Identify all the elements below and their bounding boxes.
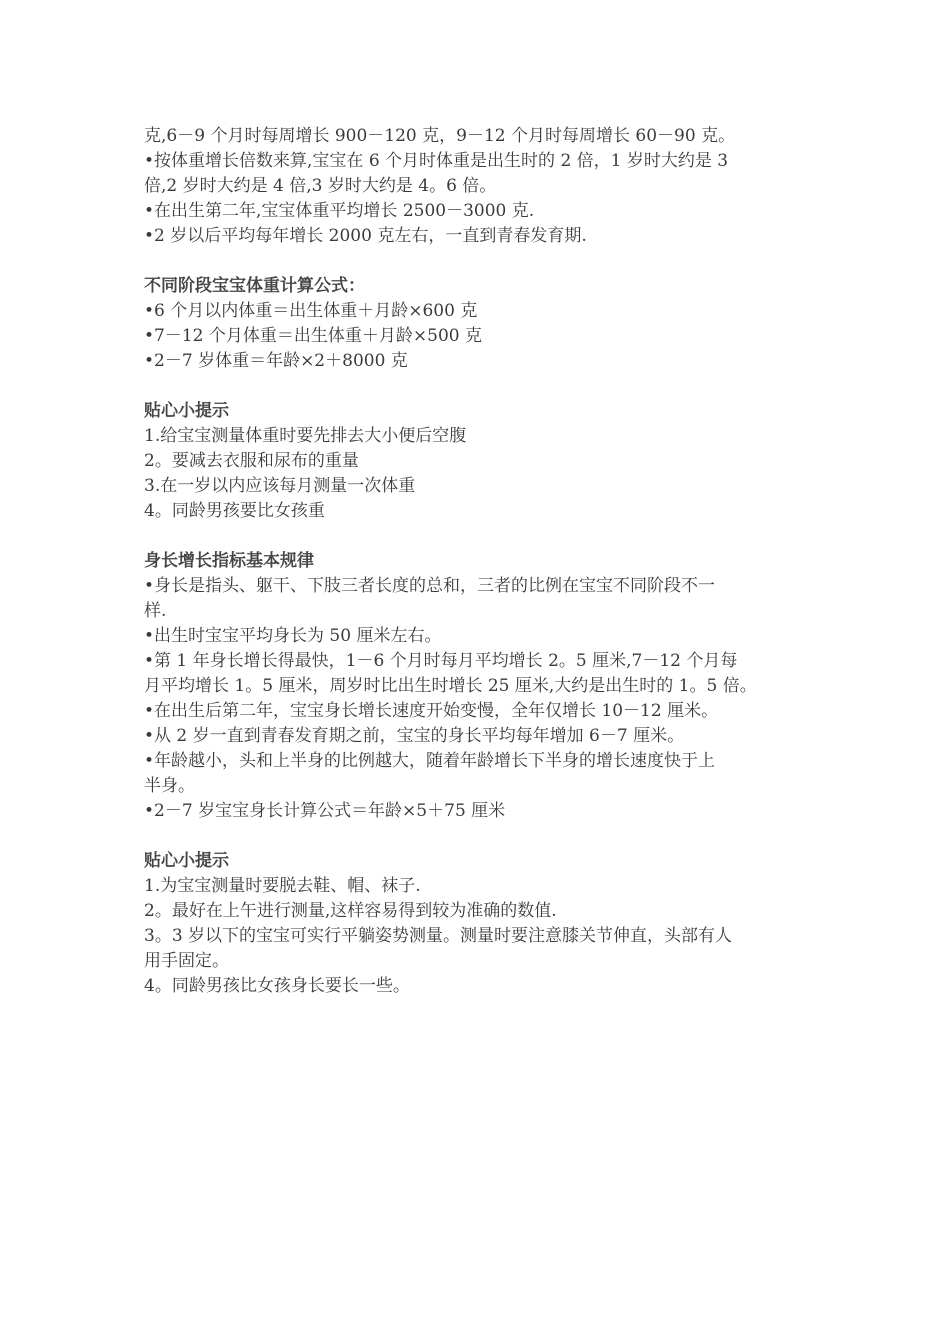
section-heading: 贴心小提示: [144, 401, 229, 421]
text-line: 用手固定。: [144, 951, 229, 971]
text-line: •按体重增长倍数来算,宝宝在 6 个月时体重是出生时的 2 倍，1 岁时大约是 3: [144, 151, 729, 171]
spacer: [144, 374, 804, 399]
text-line: 2。要减去衣服和尿布的重量: [144, 451, 359, 471]
section-heading: 身长增长指标基本规律: [144, 551, 314, 571]
text-line: •在出生后第二年，宝宝身长增长速度开始变慢，全年仅增长 10－12 厘米。: [144, 701, 719, 721]
height-rules-section: [144, 549, 804, 824]
text-line: •身长是指头、躯干、下肢三者长度的总和，三者的比例在宝宝不同阶段不一: [144, 576, 716, 596]
spacer: [144, 524, 804, 549]
text-line: 克,6－9 个月时每周增长 900－120 克，9－12 个月时每周增长 60－90 克。: [144, 126, 736, 146]
text-line: 月平均增长 1。5 厘米，周岁时比出生时增长 25 厘米,大约是出生时的 1。5 倍。: [144, 676, 757, 696]
section-heading: 不同阶段宝宝体重计算公式：: [144, 276, 365, 296]
text-line: 2。最好在上午进行测量,这样容易得到较为准确的数值.: [144, 901, 557, 921]
text-line: •年龄越小，头和上半身的比例越大，随着年龄增长下半身的增长速度快于上: [144, 751, 716, 771]
weight-formula-section: [144, 274, 804, 374]
text-line: 3。3 岁以下的宝宝可实行平躺姿势测量。测量时要注意膝关节伸直，头部有人: [144, 926, 733, 946]
text-line: 4。同龄男孩比女孩身长要长一些。: [144, 976, 410, 996]
document-page: [144, 124, 804, 999]
height-tips-section: [144, 849, 804, 999]
weight-tips-section: [144, 399, 804, 524]
intro-block: [144, 124, 804, 249]
text-line: •2 岁以后平均每年增长 2000 克左右，一直到青春发育期.: [144, 226, 587, 246]
text-line: 1.给宝宝测量体重时要先排去大小便后空腹: [144, 426, 467, 446]
text-line: •在出生第二年,宝宝体重平均增长 2500－3000 克.: [144, 201, 535, 221]
text-line: •出生时宝宝平均身长为 50 厘米左右。: [144, 626, 442, 646]
text-line: 1.为宝宝测量时要脱去鞋、帽、袜子.: [144, 876, 421, 896]
text-line: 3.在一岁以内应该每月测量一次体重: [144, 476, 416, 496]
text-line: •从 2 岁一直到青春发育期之前，宝宝的身长平均每年增加 6－7 厘米。: [144, 726, 685, 746]
text-line: •2－7 岁体重＝年龄×2＋8000 克: [144, 351, 408, 371]
text-line: 半身。: [144, 776, 195, 796]
text-line: •6 个月以内体重＝出生体重＋月龄×600 克: [144, 301, 478, 321]
text-line: 样.: [144, 601, 167, 621]
spacer: [144, 249, 804, 274]
text-line: 4。同龄男孩要比女孩重: [144, 501, 325, 521]
text-line: •7－12 个月体重＝出生体重＋月龄×500 克: [144, 326, 482, 346]
spacer: [144, 824, 804, 849]
section-heading: 贴心小提示: [144, 851, 229, 871]
text-line: •第 1 年身长增长得最快，1－6 个月时每月平均增长 2。5 厘米,7－12 个月每: [144, 651, 738, 671]
text-line: •2－7 岁宝宝身长计算公式＝年龄×5＋75 厘米: [144, 801, 506, 821]
text-line: 倍,2 岁时大约是 4 倍,3 岁时大约是 4。6 倍。: [144, 176, 497, 196]
